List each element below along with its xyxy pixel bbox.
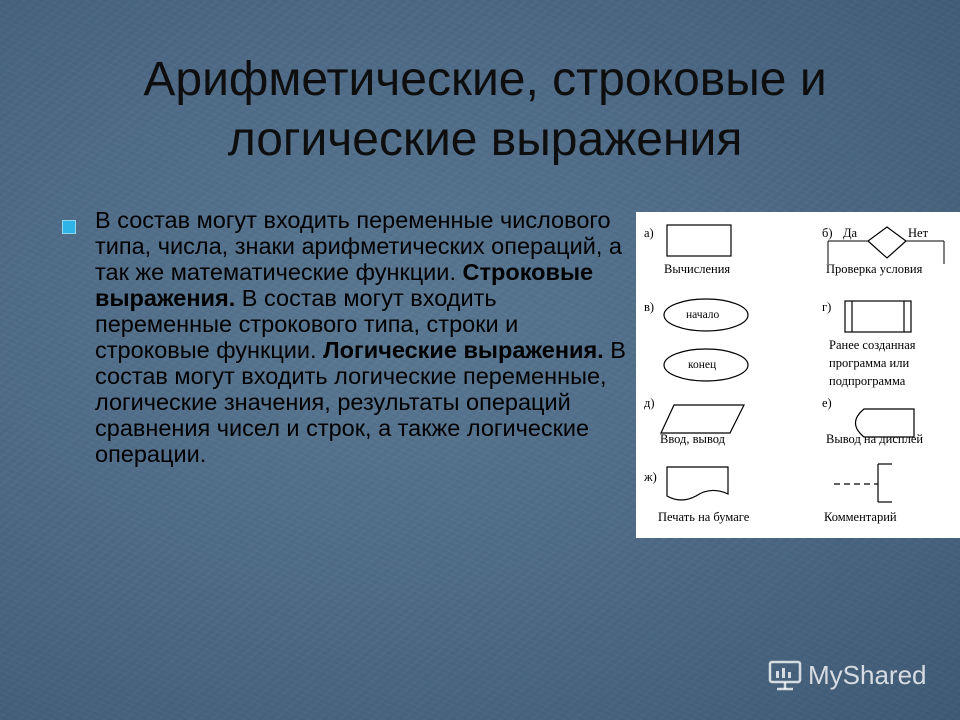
- document-print-symbol: [666, 466, 730, 504]
- watermark: [768, 658, 927, 692]
- marker-g: г): [822, 300, 832, 314]
- process-rectangle-symbol: [666, 224, 734, 258]
- process-caption: Вычисления: [664, 262, 731, 276]
- decision-caption: Проверка условия: [826, 262, 923, 276]
- string-expressions-text: В состав могут входить переменные строкового типа, строки и строковые функции.: [95, 285, 519, 363]
- predefined-process-symbol: [844, 300, 914, 334]
- flowchart-symbols-figure: [636, 212, 960, 538]
- arithmetic-text: В состав могут входить переменные числового типа, числа, знаки арифметических операций, а так же математические функции.: [95, 207, 622, 285]
- comment-caption: Комментарий: [824, 510, 897, 524]
- watermark-text: MyShared: [808, 659, 927, 690]
- marker-zh: ж): [644, 470, 657, 484]
- comment-bracket-symbol: [832, 462, 904, 504]
- marker-v: в): [644, 300, 655, 314]
- decision-no-label: Нет: [908, 226, 929, 240]
- marker-e: е): [822, 396, 832, 410]
- decision-diamond-symbol: [826, 226, 948, 266]
- logical-expressions-text: В состав могут входить логические переменные, логические значения, результаты операций сравнения чисел и строк, а также логические операции.: [95, 337, 626, 467]
- slide-title: [60, 50, 910, 170]
- marker-d: д): [644, 396, 655, 410]
- document-print-caption: Печать на бумаге: [658, 510, 750, 524]
- terminator-start-label: начало: [686, 309, 720, 321]
- string-expressions-label: Строковые выражения.: [95, 259, 594, 311]
- presentation-board-icon: [768, 659, 802, 691]
- marker-b: б): [822, 226, 833, 240]
- decision-yes-label: Да: [843, 226, 858, 240]
- predefined-caption-line-1: Ранее созданная: [829, 338, 916, 352]
- slide-title-line-1: Арифметические, строковые и: [143, 53, 827, 106]
- predefined-caption-line-3: подпрограмма: [829, 374, 906, 388]
- input-output-caption: Ввод, вывод: [660, 432, 726, 446]
- terminator-end-label: конец: [688, 359, 717, 371]
- predefined-caption-line-2: программа или: [829, 356, 910, 370]
- display-output-caption: Вывод на дисплей: [826, 432, 924, 446]
- bullet-paragraph: [95, 207, 635, 467]
- logical-expressions-label: Логические выражения.: [323, 337, 604, 363]
- bullet-square-icon: [62, 220, 76, 234]
- marker-a: а): [644, 226, 654, 240]
- slide-title-line-2: логические выражения: [227, 113, 743, 166]
